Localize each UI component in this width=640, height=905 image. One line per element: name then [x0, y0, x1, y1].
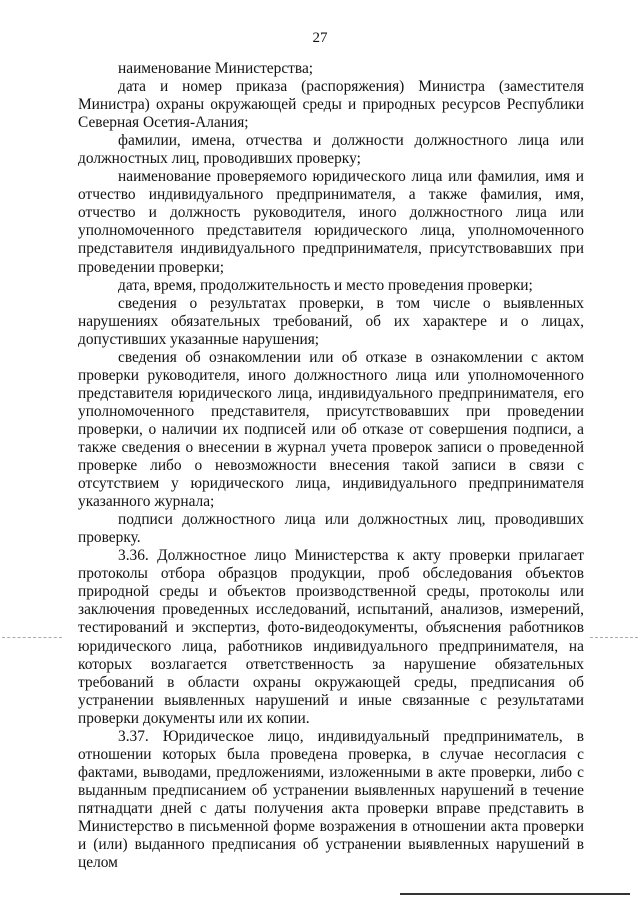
paragraph: наименование проверяемого юридического лица или фамилия, имя и отчество индивидуального предпринимателя, а также фамилия, имя, отчество и должность руководителя, иного должностного лица или уполномоченного представителя юридического лица, уполномоченного представителя индивидуального предпринимателя, присутствовавших при проведении проверки;: [78, 168, 584, 276]
document-body: [78, 60, 584, 872]
paragraph: дата, время, продолжительность и место проведения проверки;: [118, 276, 533, 294]
scan-artifact-line: [590, 637, 638, 638]
paragraph: сведения о результатах проверки, в том числе о выявленных нарушениях обязательных требований, об их характере и о лицах, допустивших указанные нарушения;: [78, 294, 584, 348]
scan-artifact-line: [2, 637, 62, 638]
scan-artifact-line: [400, 893, 630, 895]
page-number: 27: [312, 30, 328, 46]
paragraph: сведения об ознакомлении или об отказе в ознакомлении с актом проверки руководителя, иного должностного лица или уполномоченного представителя юридического лица, индивидуального предпринимателя, его уполномоченного представителя, присутствовавших при проведении проверки, о наличии их подписей или об отказе от совершения подписи, а также сведения о внесении в журнал учета проверок записи о проведенной проверке либо о невозможности внесения такой записи в связи с отсутствием у юридического лица, индивидуального предпринимателя указанного журнала;: [78, 348, 584, 511]
paragraph: наименование Министерства;: [118, 60, 314, 77]
paragraph: 3.36. Должностное лицо Министерства к акту проверки прилагает протоколы отбора образцов продукции, проб обследования объектов природной среды и объектов производственной среды, протоколы или заключения проведенных исследований, испытаний, анализов, измерений, тестирований и экспертиз, фото-видеодокументы, объяснения работников юридического лица, работников индивидуального предпринимателя, на которых возлагается ответственность за нарушение обязательных требований в области охраны окружающей среды, предписания об устранении выявленных нарушений и иные связанные с результатами проверки документы или их копии.: [78, 547, 584, 727]
paragraph: дата и номер приказа (распоряжения) Министра (заместителя Министра) охраны окружающей среды и природных ресурсов Республики Северная Осетия-Алания;: [78, 78, 584, 132]
paragraph: фамилии, имена, отчества и должности должностного лица или должностных лиц, проводивших проверку;: [78, 132, 584, 168]
paragraph: подписи должностного лица или должностных лиц, проводивших проверку.: [78, 511, 584, 547]
paragraph: 3.37. Юридическое лицо, индивидуальный предприниматель, в отношении которых была проведена проверка, в случае несогласия с фактами, выводами, предложениями, изложенными в акте проверки, либо с выданным предписанием об устранении выявленных нарушений в течение пятнадцати дней с даты получения акта проверки вправе представить в Министерство в письменной форме возражения в отношении акта проверки и (или) выданного предписания об устранении выявленных нарушений в целом: [78, 727, 584, 872]
